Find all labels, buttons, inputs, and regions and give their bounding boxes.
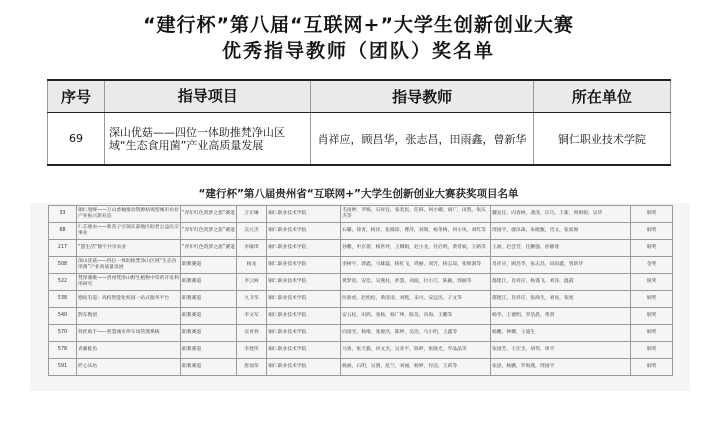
cell-track: “青年红色筑梦之旅”赛道 — [181, 240, 237, 257]
cell-teachers: 杨鹏，钟耀，王迪生 — [491, 325, 631, 342]
cell-no: 540 — [49, 308, 77, 325]
cell-leader: 杨龙 — [237, 257, 267, 274]
table-row — [49, 342, 673, 359]
cell-teachers: 周国平，廖泽森，朱晓甄，肖文，张家俊 — [491, 223, 631, 240]
table-row — [49, 359, 673, 376]
teacher-award-table — [47, 79, 671, 166]
cell-track: 职教赛道 — [181, 325, 237, 342]
cell-project: 黔东数创 — [77, 308, 181, 325]
cell-no: 33 — [49, 206, 77, 223]
cell-track: 职教赛道 — [181, 342, 237, 359]
cell-unit: 铜仁职业技术学院 — [267, 308, 341, 325]
cell-members: 向国光，杨维，张俊浩，陈婷，吴浩，马小明，王鑫等 — [341, 325, 491, 342]
cell-track: 职教赛道 — [181, 359, 237, 376]
cell-award: 铜奖 — [631, 291, 673, 308]
col-header-unit: 所在单位 — [533, 80, 670, 113]
cell-unit: 铜仁职业技术学院 — [267, 325, 341, 342]
cell-leader: 唐加荣 — [237, 359, 267, 376]
cell-teachers: 王福，赵会芳，任鹏强，孙静睿 — [491, 240, 631, 257]
table-row — [48, 113, 671, 166]
cell-track: 职教赛道 — [181, 257, 237, 274]
cell-no: 217 — [49, 240, 77, 257]
cell-project: 青藤蛙鱼 — [77, 342, 181, 359]
cell-no: 508 — [49, 257, 77, 274]
cell-members: 医新虎，赵旭松，黄清清，刘熙，宋兴，安远民，子文等 — [341, 291, 491, 308]
table-row — [49, 257, 673, 274]
cell-leader: 李建伟 — [237, 342, 267, 359]
cell-leader: 李文军 — [237, 308, 267, 325]
cell-members: 李树宇，郭鑫，马雄磊，杨红飞，周丽，刘芳，杨志琼，张维润等 — [341, 257, 491, 274]
cell-members: 马勇，张天毅，何文杰，吴亚平，陈婷，张晓光，罗晶晶等 — [341, 342, 491, 359]
cell-project: “慧生活”数字共享农业 — [77, 240, 181, 257]
cell-unit: 铜仁职业技术学院 — [267, 257, 341, 274]
cell-teachers: 魏安任，向春林，龚清，汪巧，王新，周娟娟，吴华 — [491, 206, 631, 223]
col-header-teachers: 指导教师 — [311, 80, 533, 113]
cell-award: 铜奖 — [631, 308, 673, 325]
cell-teachers: 杨华，王德明，罗浩晨，黄剑 — [491, 308, 631, 325]
col-header-project: 指导项目 — [104, 80, 311, 113]
cell-members: 安五松，田鸿，张杨，杨广坤，陈昊，向海，王鹏等 — [341, 308, 491, 325]
cell-project: 仁芯惠农——新苗子引领东部地区助老公益民宗事业 — [77, 223, 181, 240]
cell-unit: 铜仁职业技术学院 — [267, 291, 341, 308]
cell-project: 深山优菇——四位一体助推梵净山区域“生态食用菌”产业高质量发展 — [104, 113, 311, 166]
cell-track: 职教赛道 — [181, 291, 237, 308]
col-header-no: 序号 — [48, 80, 105, 113]
page-title-line2: 优秀指导教师（团队）奖名单 — [221, 40, 495, 62]
table-row — [49, 223, 673, 240]
award-list-title: “建行杯”第八届贵州省“互联网+”大学生创新创业大赛获奖项目名单 — [198, 188, 519, 200]
cell-no: 538 — [49, 291, 77, 308]
cell-leader: 万宏琳 — [237, 206, 267, 223]
cell-unit: 铜仁职业技术学院 — [267, 359, 341, 376]
cell-members: 杨福，石明，吴燕，范兰，刘丽，杨婷，付洁，王莉等 — [341, 359, 491, 376]
cell-no: 68 — [49, 223, 77, 240]
cell-members: 孙鹏，申京倩，杨世坪，王娜娟，赵小龙，付启明，黄常斌，王路等 — [341, 240, 491, 257]
cell-award: 铜奖 — [631, 342, 673, 359]
cell-award: 铜奖 — [631, 223, 673, 240]
cell-award: 铜奖 — [631, 240, 673, 257]
cell-award: 银奖 — [631, 274, 673, 291]
cell-project: 德佑有道：高校智能化校园一站式服务平台 — [77, 291, 181, 308]
table-row — [49, 325, 673, 342]
cell-unit: 铜仁职业技术学院 — [533, 113, 670, 166]
table-row — [49, 274, 673, 291]
cell-project: 匠心乐坊 — [77, 359, 181, 376]
table-row — [49, 308, 673, 325]
cell-project: 铁匠助手——智慧城市停车场管理系统 — [77, 325, 181, 342]
cell-teachers: 都建江，肖祥应，杨谨飞，刘泽，温霞 — [491, 274, 631, 291]
cell-unit: 铜仁职业技术学院 — [267, 240, 341, 257]
cell-award: 铜奖 — [631, 206, 673, 223]
cell-track: “青年红色筑梦之旅”赛道 — [181, 206, 237, 223]
cell-no: 522 — [49, 274, 77, 291]
table-row — [49, 291, 673, 308]
cell-award: 铜奖 — [631, 325, 673, 342]
cell-members: 毛雨婷，罗嫣，石祥宜，张奕民，任韩，何小娥，胡广，田凯，张庆杰等 — [341, 206, 491, 223]
cell-leader: 九卫华 — [237, 291, 267, 308]
cell-teachers: 都建江，肖祥应，张海生，刘易，张旭 — [491, 291, 631, 308]
cell-unit: 铜仁职业技术学院 — [267, 342, 341, 359]
cell-members: 黄梦思，安佳，吴燕柱，彭慧，刘波，付小江，陈颖，郭丽等 — [341, 274, 491, 291]
cell-track: 职教赛道 — [181, 308, 237, 325]
cell-project: 梵净赛歌——贵州梵净山野生植物中草药开发利用研究 — [77, 274, 181, 291]
table-row — [49, 240, 673, 257]
cell-leader: 吴青春 — [237, 325, 267, 342]
cell-teachers: 肖祥应，顾昌华，张志昌，田雨鑫，曾新华 — [311, 113, 533, 166]
cell-unit: 铜仁职业技术学院 — [267, 206, 341, 223]
cell-project: 深山优菇——四位一体助推梵净山区域“生态食用菌”产业高质量发展 — [77, 257, 181, 274]
cell-project: 铜仁旭峰——万山香柚推动资源枯竭型城市农业产业振兴新业态 — [77, 206, 181, 223]
cell-teachers: 张国芳，王宏杰，胡伟，周平 — [491, 342, 631, 359]
page-title-line1: “建行杯”第八届“互联网+”大学生创新创业大赛 — [143, 14, 574, 36]
table-row — [49, 206, 673, 223]
cell-no: 69 — [48, 113, 105, 166]
cell-award: 铜奖 — [631, 359, 673, 376]
cell-no: 591 — [49, 359, 77, 376]
cell-teachers: 肖祥应，顾昌华，张志昌，田雨鑫，曾新华 — [491, 257, 631, 274]
cell-leader: 李云柯 — [237, 274, 267, 291]
cell-unit: 铜仁职业技术学院 — [267, 274, 341, 291]
cell-track: “青年红色筑梦之旅”赛道 — [181, 223, 237, 240]
cell-track: 职教赛道 — [181, 274, 237, 291]
cell-award: 金奖 — [631, 257, 673, 274]
teacher-table-header-row — [48, 80, 671, 113]
cell-no: 570 — [49, 325, 77, 342]
cell-leader: 李敏琪 — [237, 240, 267, 257]
award-list-table — [48, 205, 673, 376]
cell-unit: 铜仁职业技术学院 — [267, 223, 341, 240]
cell-teachers: 张思，杨鹏，罗海燕，周国平 — [491, 359, 631, 376]
cell-no: 578 — [49, 342, 77, 359]
cell-members: 石璐，徐青，杨洋，张晓琼，曹萍，刘瑞，杨冬梅，何小凤，刘红等 — [341, 223, 491, 240]
cell-leader: 吴元杰 — [237, 223, 267, 240]
